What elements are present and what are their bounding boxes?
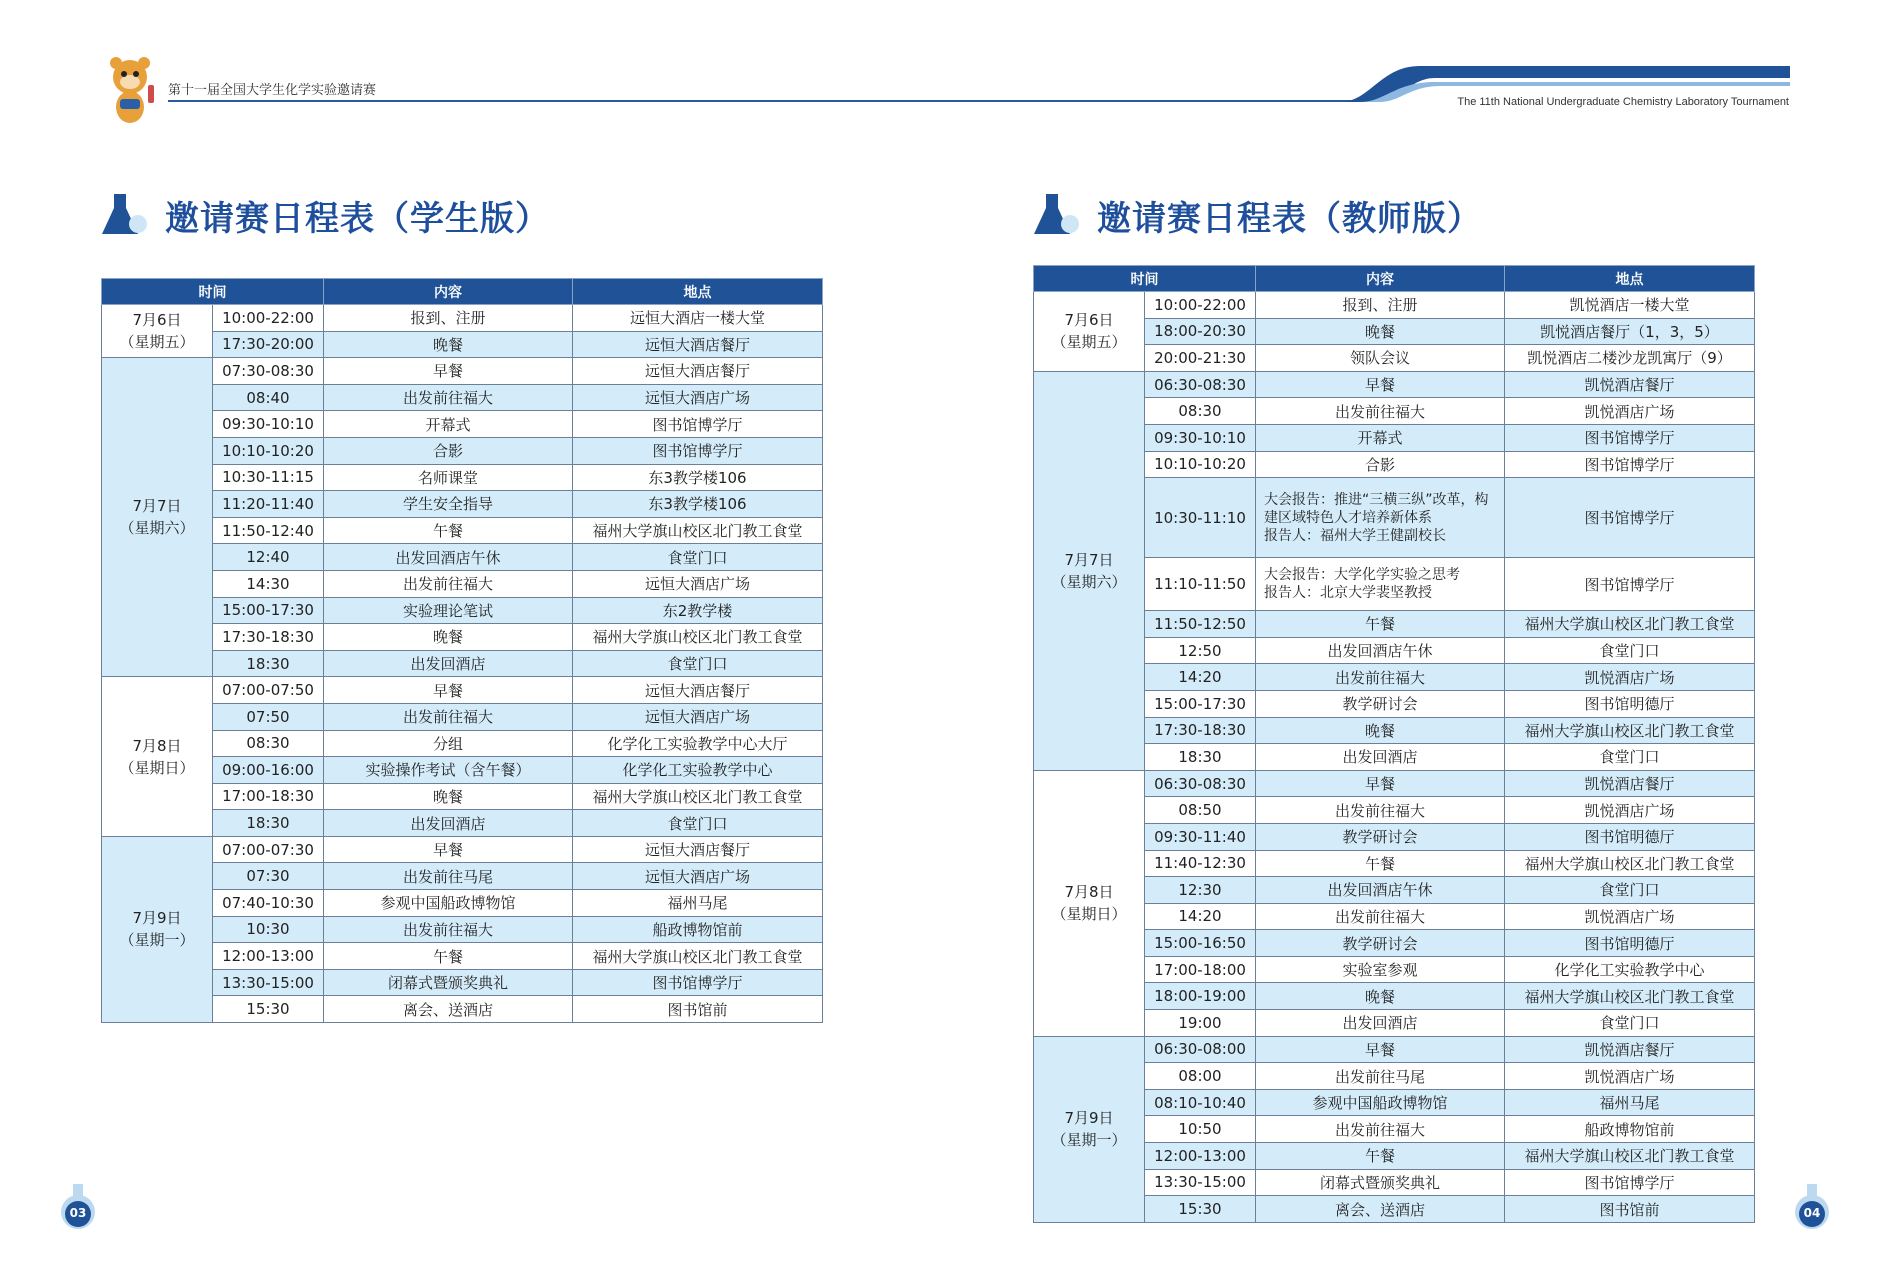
time-cell: 10:50 xyxy=(1145,1116,1256,1143)
content-cell: 出发回酒店午休 xyxy=(1256,877,1505,904)
content-cell: 午餐 xyxy=(324,943,573,970)
location-cell: 凯悦酒店二楼沙龙凯寓厅（9） xyxy=(1505,345,1755,372)
content-cell: 合影 xyxy=(1256,451,1505,478)
content-cell: 出发前往福大 xyxy=(1256,664,1505,691)
content-cell: 晚餐 xyxy=(1256,318,1505,345)
content-cell: 教学研讨会 xyxy=(1256,690,1505,717)
content-cell: 出发回酒店午休 xyxy=(1256,637,1505,664)
date-label: 7月8日 xyxy=(132,736,182,755)
location-cell: 化学化工实验教学中心大厅 xyxy=(573,730,823,757)
event-title-en: The 11th National Undergraduate Chemistry Laboratory Tournament xyxy=(1457,96,1789,108)
date-cell xyxy=(1034,770,1145,1036)
content-cell: 离会、送酒店 xyxy=(1256,1196,1505,1223)
date-label: 7月7日 xyxy=(1064,550,1114,569)
weekday-label: （星期一） xyxy=(1051,1131,1127,1150)
content-cell: 出发前往福大 xyxy=(1256,797,1505,824)
time-cell: 17:30-20:00 xyxy=(213,331,324,358)
weekday-label: （星期日） xyxy=(1051,905,1127,924)
location-cell: 福州大学旗山校区北门教工食堂 xyxy=(573,624,823,651)
location-cell: 福州大学旗山校区北门教工食堂 xyxy=(1505,717,1755,744)
time-cell: 09:30-10:10 xyxy=(1145,424,1256,451)
time-cell: 15:30 xyxy=(1145,1196,1256,1223)
flask-icon xyxy=(100,190,150,240)
location-cell: 图书馆博学厅 xyxy=(1505,451,1755,478)
location-cell: 食堂门口 xyxy=(1505,637,1755,664)
report-title: 大会报告：大学化学实验之思考 xyxy=(1264,567,1460,584)
time-cell: 06:30-08:00 xyxy=(1145,1036,1256,1063)
content-cell: 晚餐 xyxy=(324,783,573,810)
time-cell: 09:00-16:00 xyxy=(213,757,324,784)
table-row xyxy=(102,836,823,863)
time-cell: 08:30 xyxy=(1145,398,1256,425)
column-header-time: 时间 xyxy=(1034,266,1256,292)
content-cell: 出发回酒店 xyxy=(1256,744,1505,771)
content-cell: 实验室参观 xyxy=(1256,956,1505,983)
time-cell: 15:00-17:30 xyxy=(213,597,324,624)
location-cell: 凯悦酒店广场 xyxy=(1505,664,1755,691)
location-cell: 图书馆前 xyxy=(573,996,823,1023)
location-cell: 福州大学旗山校区北门教工食堂 xyxy=(573,943,823,970)
content-cell: 出发回酒店 xyxy=(1256,1010,1505,1037)
location-cell: 图书馆明德厅 xyxy=(1505,823,1755,850)
event-title-cn: 第十一届全国大学生化学实验邀请赛 xyxy=(168,83,377,98)
location-cell: 图书馆博学厅 xyxy=(573,437,823,464)
location-cell: 食堂门口 xyxy=(573,810,823,837)
location-cell: 远恒大酒店广场 xyxy=(573,703,823,730)
weekday-label: （星期六） xyxy=(119,519,195,538)
table-row xyxy=(1034,371,1755,398)
time-cell: 10:30-11:15 xyxy=(213,464,324,491)
location-cell: 化学化工实验教学中心 xyxy=(573,757,823,784)
location-cell: 食堂门口 xyxy=(1505,744,1755,771)
teacher-schedule-title: 邀请赛日程表（教师版） xyxy=(1097,199,1482,239)
time-cell: 11:50-12:40 xyxy=(213,517,324,544)
content-cell: 早餐 xyxy=(324,677,573,704)
location-cell: 远恒大酒店餐厅 xyxy=(573,358,823,385)
column-header-location: 地点 xyxy=(1505,266,1755,292)
location-cell: 图书馆明德厅 xyxy=(1505,690,1755,717)
location-cell: 远恒大酒店广场 xyxy=(573,570,823,597)
content-cell: 开幕式 xyxy=(324,411,573,438)
content-cell: 出发前往马尾 xyxy=(324,863,573,890)
time-cell: 08:30 xyxy=(213,730,324,757)
time-cell: 17:30-18:30 xyxy=(213,624,324,651)
time-cell: 11:20-11:40 xyxy=(213,491,324,518)
time-cell: 10:00-22:00 xyxy=(1145,292,1256,319)
table-header-row xyxy=(1034,266,1755,292)
time-cell: 11:40-12:30 xyxy=(1145,850,1256,877)
date-label: 7月9日 xyxy=(1064,1109,1114,1128)
content-cell: 出发前往福大 xyxy=(1256,398,1505,425)
content-cell xyxy=(1256,478,1505,558)
time-cell: 06:30-08:30 xyxy=(1145,770,1256,797)
location-cell: 食堂门口 xyxy=(573,650,823,677)
table-header-row xyxy=(102,279,823,305)
table-row xyxy=(1034,770,1755,797)
student-schedule-title: 邀请赛日程表（学生版） xyxy=(165,199,550,239)
page-number-text: 04 xyxy=(1803,1206,1821,1220)
time-cell: 10:10-10:20 xyxy=(213,437,324,464)
location-cell: 食堂门口 xyxy=(1505,1010,1755,1037)
content-cell: 报到、注册 xyxy=(1256,292,1505,319)
location-cell: 福州大学旗山校区北门教工食堂 xyxy=(573,517,823,544)
date-label: 7月7日 xyxy=(132,497,182,516)
content-cell: 早餐 xyxy=(1256,770,1505,797)
date-cell xyxy=(1034,292,1145,372)
content-cell: 晚餐 xyxy=(324,624,573,651)
date-cell xyxy=(102,836,213,1022)
time-cell: 15:00-17:30 xyxy=(1145,690,1256,717)
time-cell: 11:50-12:50 xyxy=(1145,611,1256,638)
content-cell: 离会、送酒店 xyxy=(324,996,573,1023)
time-cell: 14:20 xyxy=(1145,664,1256,691)
time-cell: 15:00-16:50 xyxy=(1145,930,1256,957)
date-cell xyxy=(102,305,213,358)
time-cell: 18:00-20:30 xyxy=(1145,318,1256,345)
location-cell: 福州马尾 xyxy=(573,890,823,917)
content-cell: 出发前往福大 xyxy=(324,703,573,730)
time-cell: 07:00-07:50 xyxy=(213,677,324,704)
location-cell: 凯悦酒店广场 xyxy=(1505,398,1755,425)
content-cell: 学生安全指导 xyxy=(324,491,573,518)
content-cell: 出发回酒店 xyxy=(324,810,573,837)
time-cell: 17:00-18:30 xyxy=(213,783,324,810)
time-cell: 07:30 xyxy=(213,863,324,890)
content-cell: 教学研讨会 xyxy=(1256,930,1505,957)
time-cell: 12:00-13:00 xyxy=(213,943,324,970)
weekday-label: （星期一） xyxy=(119,931,195,950)
content-cell: 出发前往马尾 xyxy=(1256,1063,1505,1090)
time-cell: 10:30-11:10 xyxy=(1145,478,1256,558)
time-cell: 17:30-18:30 xyxy=(1145,717,1256,744)
location-cell: 凯悦酒店餐厅 xyxy=(1505,1036,1755,1063)
weekday-label: （星期五） xyxy=(1051,333,1127,352)
content-cell: 闭幕式暨颁奖典礼 xyxy=(324,969,573,996)
time-cell: 18:30 xyxy=(213,650,324,677)
time-cell: 11:10-11:50 xyxy=(1145,558,1256,611)
time-cell: 06:30-08:30 xyxy=(1145,371,1256,398)
page-number-right xyxy=(1792,1182,1832,1230)
location-cell: 福州大学旗山校区北门教工食堂 xyxy=(1505,983,1755,1010)
report-speaker: 报告人：福州大学王健副校长 xyxy=(1264,527,1446,544)
location-cell: 图书馆博学厅 xyxy=(1505,1169,1755,1196)
weekday-label: （星期日） xyxy=(119,758,195,777)
time-cell: 19:00 xyxy=(1145,1010,1256,1037)
content-cell: 闭幕式暨颁奖典礼 xyxy=(1256,1169,1505,1196)
content-cell: 出发前往福大 xyxy=(1256,903,1505,930)
content-cell: 午餐 xyxy=(1256,850,1505,877)
time-cell: 07:30-08:30 xyxy=(213,358,324,385)
content-cell: 出发前往福大 xyxy=(324,916,573,943)
table-row xyxy=(1034,292,1755,319)
time-cell: 09:30-11:40 xyxy=(1145,823,1256,850)
content-cell: 午餐 xyxy=(1256,611,1505,638)
time-cell: 08:50 xyxy=(1145,797,1256,824)
content-cell: 早餐 xyxy=(324,358,573,385)
location-cell: 图书馆博学厅 xyxy=(573,969,823,996)
location-cell: 远恒大酒店餐厅 xyxy=(573,331,823,358)
date-label: 7月6日 xyxy=(132,311,182,330)
date-cell xyxy=(1034,1036,1145,1222)
student-schedule-table xyxy=(101,278,823,1023)
content-cell: 出发前往福大 xyxy=(324,384,573,411)
column-header-content: 内容 xyxy=(324,279,573,305)
content-cell: 报到、注册 xyxy=(324,305,573,332)
location-cell: 远恒大酒店广场 xyxy=(573,863,823,890)
time-cell: 13:30-15:00 xyxy=(213,969,324,996)
column-header-content: 内容 xyxy=(1256,266,1505,292)
content-cell: 实验理论笔试 xyxy=(324,597,573,624)
date-label: 7月6日 xyxy=(1064,311,1114,330)
page-number-left xyxy=(58,1182,98,1230)
content-cell: 晚餐 xyxy=(1256,983,1505,1010)
location-cell: 图书馆博学厅 xyxy=(1505,558,1755,611)
date-label: 7月8日 xyxy=(1064,883,1114,902)
content-cell: 名师课堂 xyxy=(324,464,573,491)
time-cell: 12:50 xyxy=(1145,637,1256,664)
date-cell xyxy=(1034,371,1145,770)
location-cell: 凯悦酒店广场 xyxy=(1505,797,1755,824)
content-cell: 开幕式 xyxy=(1256,424,1505,451)
content-cell: 晚餐 xyxy=(1256,717,1505,744)
time-cell: 10:30 xyxy=(213,916,324,943)
report-speaker: 报告人：北京大学裴坚教授 xyxy=(1264,585,1432,602)
content-cell: 午餐 xyxy=(324,517,573,544)
content-cell: 午餐 xyxy=(1256,1143,1505,1170)
content-cell: 早餐 xyxy=(324,836,573,863)
column-header-time: 时间 xyxy=(102,279,324,305)
location-cell: 远恒大酒店餐厅 xyxy=(573,677,823,704)
location-cell: 东3教学楼106 xyxy=(573,491,823,518)
flask-icon xyxy=(1032,190,1082,240)
time-cell: 12:40 xyxy=(213,544,324,571)
content-cell: 出发前往福大 xyxy=(1256,1116,1505,1143)
date-cell xyxy=(102,358,213,677)
content-cell: 合影 xyxy=(324,437,573,464)
content-cell: 出发回酒店午休 xyxy=(324,544,573,571)
content-cell xyxy=(1256,558,1505,611)
time-cell: 10:00-22:00 xyxy=(213,305,324,332)
location-cell: 图书馆博学厅 xyxy=(1505,424,1755,451)
location-cell: 凯悦酒店广场 xyxy=(1505,1063,1755,1090)
weekday-label: （星期六） xyxy=(1051,572,1127,591)
location-cell: 船政博物馆前 xyxy=(573,916,823,943)
report-title: 大会报告：推进“三横三纵”改革，构建区域特色人才培养新体系 xyxy=(1264,491,1489,526)
content-cell: 领队会议 xyxy=(1256,345,1505,372)
content-cell: 晚餐 xyxy=(324,331,573,358)
table-row xyxy=(1034,1036,1755,1063)
location-cell: 远恒大酒店餐厅 xyxy=(573,836,823,863)
time-cell: 14:20 xyxy=(1145,903,1256,930)
time-cell: 17:00-18:00 xyxy=(1145,956,1256,983)
column-header-location: 地点 xyxy=(573,279,823,305)
location-cell: 远恒大酒店一楼大堂 xyxy=(573,305,823,332)
location-cell: 东2教学楼 xyxy=(573,597,823,624)
table-row xyxy=(102,358,823,385)
time-cell: 12:30 xyxy=(1145,877,1256,904)
time-cell: 18:30 xyxy=(1145,744,1256,771)
content-cell: 早餐 xyxy=(1256,371,1505,398)
header-rule xyxy=(168,100,1358,102)
table-row xyxy=(102,305,823,332)
time-cell: 20:00-21:30 xyxy=(1145,345,1256,372)
location-cell: 图书馆博学厅 xyxy=(1505,478,1755,558)
date-cell xyxy=(102,677,213,837)
content-cell: 参观中国船政博物馆 xyxy=(324,890,573,917)
time-cell: 10:10-10:20 xyxy=(1145,451,1256,478)
time-cell: 07:00-07:30 xyxy=(213,836,324,863)
time-cell: 13:30-15:00 xyxy=(1145,1169,1256,1196)
content-cell: 实验操作考试（含午餐） xyxy=(324,757,573,784)
location-cell: 食堂门口 xyxy=(1505,877,1755,904)
content-cell: 教学研讨会 xyxy=(1256,823,1505,850)
location-cell: 东3教学楼106 xyxy=(573,464,823,491)
content-cell: 出发回酒店 xyxy=(324,650,573,677)
time-cell: 18:00-19:00 xyxy=(1145,983,1256,1010)
content-cell: 分组 xyxy=(324,730,573,757)
time-cell: 07:50 xyxy=(213,703,324,730)
time-cell: 08:40 xyxy=(213,384,324,411)
location-cell: 福州马尾 xyxy=(1505,1089,1755,1116)
time-cell: 07:40-10:30 xyxy=(213,890,324,917)
location-cell: 福州大学旗山校区北门教工食堂 xyxy=(1505,1143,1755,1170)
location-cell: 图书馆博学厅 xyxy=(573,411,823,438)
content-cell: 参观中国船政博物馆 xyxy=(1256,1089,1505,1116)
location-cell: 凯悦酒店餐厅（1，3，5） xyxy=(1505,318,1755,345)
weekday-label: （星期五） xyxy=(119,333,195,352)
page-number-text: 03 xyxy=(69,1206,87,1220)
mascot-logo xyxy=(100,55,162,127)
location-cell: 福州大学旗山校区北门教工食堂 xyxy=(573,783,823,810)
location-cell: 图书馆明德厅 xyxy=(1505,930,1755,957)
location-cell: 食堂门口 xyxy=(573,544,823,571)
location-cell: 凯悦酒店一楼大堂 xyxy=(1505,292,1755,319)
time-cell: 08:10-10:40 xyxy=(1145,1089,1256,1116)
location-cell: 凯悦酒店广场 xyxy=(1505,903,1755,930)
location-cell: 福州大学旗山校区北门教工食堂 xyxy=(1505,611,1755,638)
time-cell: 14:30 xyxy=(213,570,324,597)
time-cell: 15:30 xyxy=(213,996,324,1023)
location-cell: 凯悦酒店餐厅 xyxy=(1505,371,1755,398)
teacher-schedule-table xyxy=(1033,265,1755,1223)
content-cell: 早餐 xyxy=(1256,1036,1505,1063)
time-cell: 12:00-13:00 xyxy=(1145,1143,1256,1170)
content-cell: 出发前往福大 xyxy=(324,570,573,597)
location-cell: 化学化工实验教学中心 xyxy=(1505,956,1755,983)
location-cell: 图书馆前 xyxy=(1505,1196,1755,1223)
table-row xyxy=(102,677,823,704)
location-cell: 远恒大酒店广场 xyxy=(573,384,823,411)
time-cell: 09:30-10:10 xyxy=(213,411,324,438)
location-cell: 船政博物馆前 xyxy=(1505,1116,1755,1143)
date-label: 7月9日 xyxy=(132,909,182,928)
location-cell: 福州大学旗山校区北门教工食堂 xyxy=(1505,850,1755,877)
time-cell: 08:00 xyxy=(1145,1063,1256,1090)
time-cell: 18:30 xyxy=(213,810,324,837)
location-cell: 凯悦酒店餐厅 xyxy=(1505,770,1755,797)
